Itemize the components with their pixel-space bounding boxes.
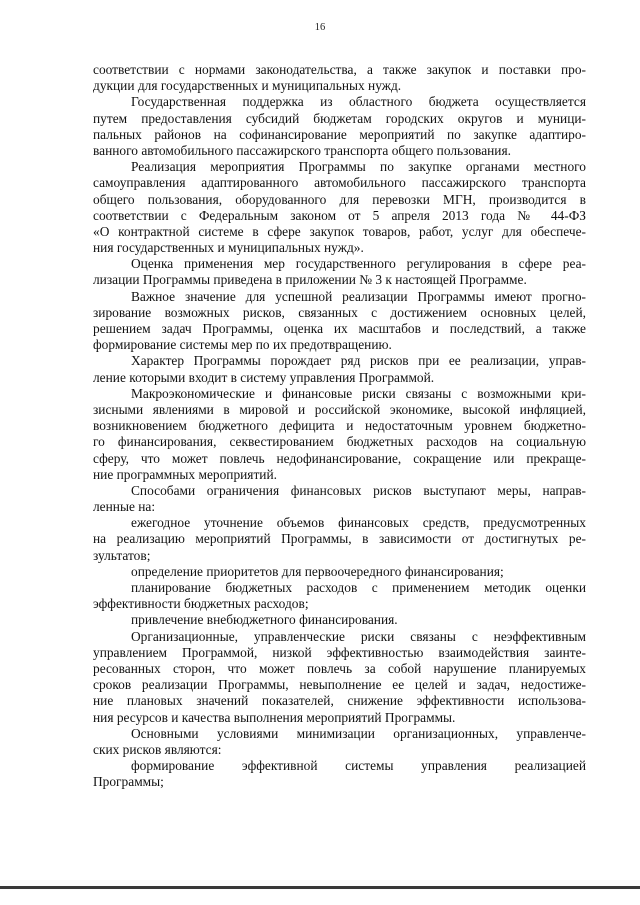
text-line: формирование эффективной системы управления реализацией [131, 758, 586, 774]
text-line: «О контрактной системе в сфере закупок товаров, работ, услуг для обеспече- [93, 223, 586, 239]
text-line: решением задач Программы, оценка их масштабов и последствий, а также [93, 321, 586, 336]
text-line: пальных районов на софинансирование мероприятий по закупке адаптиро- [93, 126, 586, 142]
text-line: Основными условиями минимизации организационных, управленче- [131, 725, 586, 741]
text-line: Организационные, управленческие риски связаны с неэффективным [131, 628, 586, 644]
text-line: го финансирования, секвестированием бюджетных расходов на социальную [93, 434, 586, 450]
text-line: определение приоритетов для первоочередного финансирования; [131, 563, 504, 579]
text-line: сроков реализации Программы, невыполнение ее целей и задач, недостиже- [93, 677, 586, 693]
text-line: Характер Программы порождает ряд рисков при ее реализации, управ- [131, 353, 586, 369]
text-line: привлечение внебюджетного финансирования. [131, 612, 398, 628]
text-line: Реализация мероприятия Программы по закупке органами местного [131, 159, 586, 175]
text-line: ежегодное уточнение объемов финансовых средств, предусмотренных [131, 515, 586, 531]
text-line: на реализацию мероприятий Программы, в зависимости от достигнутых ре- [93, 531, 586, 547]
paragraph [93, 62, 586, 94]
text-line: зультатов; [93, 547, 151, 563]
text-line: Важное значение для успешной реализации Программы имеют прогно- [131, 288, 586, 304]
paragraph [93, 726, 586, 758]
text-line: дукции для государственных и муниципальных нужд. [93, 78, 402, 94]
paragraph [93, 564, 586, 580]
paragraph [93, 758, 586, 790]
text-line: зисными явлениями в мировой и российской экономике, высокой инфляцией, [93, 401, 586, 417]
text-line: Государственная поддержка из областного бюджета осуществляется [131, 94, 586, 110]
text-line: лизации Программы приведена в приложении № 3 к настоящей Программе. [93, 272, 527, 288]
text-line: ние плановых значений показателей, снижение эффективности использова- [93, 693, 586, 709]
text-line: общего пользования, оборудованного для перевозки МГН, производится в [93, 191, 586, 207]
paragraph [93, 353, 586, 385]
page-number: 16 [314, 22, 326, 33]
text-line: ния государственных и муниципальных нужд». [93, 240, 364, 256]
text-line: соответствии с нормами законодательства, а также закупок и поставки про- [93, 62, 586, 77]
paragraph [93, 515, 586, 564]
text-line: ние программных мероприятий. [93, 466, 277, 482]
text-line: ских рисков являются: [93, 741, 222, 757]
text-line: формирование системы мер по их предотвращению. [93, 337, 392, 353]
text-line: ление которыми входит в систему управления Программой. [93, 369, 435, 385]
text-line: Оценка применения мер государственного регулирования в сфере реа- [131, 256, 586, 272]
paragraph [93, 580, 586, 612]
text-line: эффективности бюджетных расходов; [93, 596, 309, 612]
paragraph [93, 256, 586, 288]
text-line: зирование возможных рисков, связанных с достижением основных целей, [93, 304, 586, 320]
text-line: соответствии с Федеральным законом от 5 апреля 2013 года № 44-ФЗ [93, 207, 586, 223]
text-line: ванного автомобильного пассажирского транспорта общего пользования. [93, 142, 511, 158]
paragraph [93, 612, 586, 628]
paragraph [93, 483, 586, 515]
text-line: ресованных сторон, что может повлечь за собой нарушение планируемых [93, 660, 586, 676]
document-body [93, 62, 586, 790]
text-line: управлением Программой, низкой эффективностью взаимодействия заинте- [93, 644, 586, 660]
text-line: ленные на: [93, 499, 156, 515]
text-line: возникновением бюджетного дефицита и недостаточным уровнем бюджетно- [93, 418, 586, 434]
paragraph [93, 159, 586, 256]
text-line: сферу, что может повлечь недофинансирование, сокращение или прекраще- [93, 450, 586, 466]
paragraph [93, 386, 586, 483]
text-line: планирование бюджетных расходов с применением методик оценки [131, 580, 586, 595]
text-line: Способами ограничения финансовых рисков выступают меры, направ- [131, 482, 586, 498]
text-line: Программы; [93, 774, 164, 790]
page-bottom-rule [0, 886, 640, 889]
paragraph [93, 289, 586, 354]
text-line: ния ресурсов и качества выполнения мероприятий Программы. [93, 709, 456, 725]
text-line: путем предоставления субсидий бюджетам городских округов и муници- [93, 110, 586, 126]
paragraph [93, 94, 586, 159]
text-line: Макроэкономические и финансовые риски связаны с возможными кри- [131, 385, 586, 401]
text-line: самоуправления адаптированного автомобильного пассажирского транспорта [93, 175, 586, 191]
paragraph [93, 629, 586, 726]
